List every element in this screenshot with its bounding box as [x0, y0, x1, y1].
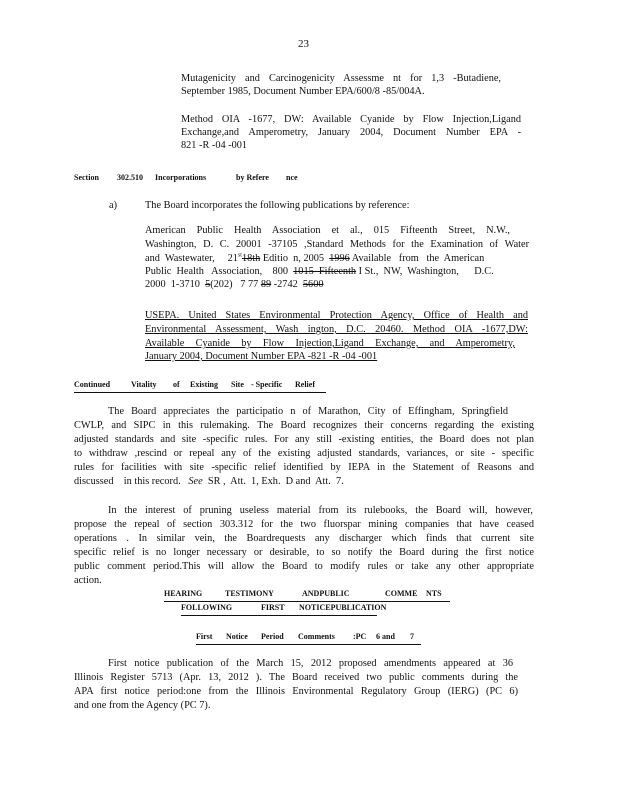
section-heading: [74, 173, 334, 185]
hearing-heading-line1: [164, 589, 450, 602]
heading-word: FIRST: [261, 603, 285, 612]
reference-line: Mutagenicity and Carcinogenicity Assessme nt for 1,3 -Butadiene,: [181, 73, 501, 84]
heading-word: Comments: [298, 632, 335, 641]
paragraph-line: operations . In similar vein, the Boardrequests any discharger which finds that current site: [74, 533, 534, 544]
heading-word: COMME: [385, 589, 418, 598]
text-segment: I St., NW, Washington, D.C.: [356, 266, 494, 277]
text-segment: and Wastewater, 21: [145, 253, 238, 264]
apha-line: [145, 266, 530, 279]
struck-text: 1015 Fifteenth: [293, 266, 357, 277]
usepa-line: USEPA. United States Environmental Protection Agency, Office of Health and: [145, 310, 528, 321]
apha-line: American Public Health Association et al., 015 Fifteenth Street, N.W.,: [145, 225, 510, 236]
paragraph-line: In the interest of pruning useless material from its rulebooks, the Board will, however,: [108, 505, 533, 516]
heading-word: Existing: [190, 380, 219, 389]
list-item-text: The Board incorporates the following publications by reference:: [145, 200, 410, 211]
heading-word: 6 and: [376, 632, 395, 641]
paragraph-line: propose the repeal of section 303.312 for the two fluorspar mining companies that have ceased: [74, 519, 534, 530]
text-segment: -2742: [271, 279, 303, 290]
apha-line: Washington, D. C. 20001 -37105 ,Standard Methods for the Examination of Water: [145, 239, 529, 250]
heading-word: HEARING: [164, 589, 203, 598]
first-notice-heading: [196, 632, 421, 645]
heading-word: Site: [231, 380, 244, 389]
heading-word: Vitality: [131, 380, 157, 389]
heading-word: - Specific: [251, 380, 283, 389]
section-title: nce: [286, 173, 298, 182]
reference-line: September 1985, Document Number EPA/600/8 -85/004A.: [181, 86, 425, 97]
struck-text: 89: [260, 279, 272, 290]
paragraph-line: to withdraw ,rescind or repeal any of the existing adjusted standards, variances, or site - specific: [74, 448, 534, 459]
continued-vitality-heading: [74, 380, 326, 393]
heading-word: FOLLOWING: [181, 603, 233, 612]
list-marker: a): [109, 200, 117, 211]
heading-word: Period: [261, 632, 284, 641]
paragraph-line: The Board appreciates the participatio n of Marathon, City of Effingham, Springfield: [108, 406, 508, 417]
paragraph-line: Illinois Register 5713 (Apr. 13, 2012 ). The Board received two public comments during the: [74, 672, 518, 683]
hearing-heading-line2: [181, 603, 387, 616]
paragraph-line: [74, 476, 394, 489]
method-line: 821 -R -04 -001: [181, 140, 248, 151]
text-segment: SR , Att. 1, Exh. D and Att. 7.: [202, 476, 344, 487]
struck-text: 1996: [329, 253, 350, 264]
usepa-line: Environmental Assessment, Wash ington, D.C. 20460. Method OIA -1677,DW:: [145, 324, 528, 335]
paragraph-line: action.: [74, 575, 102, 586]
section-number: 302.510: [117, 173, 143, 182]
text-segment: Editio n, 2005: [260, 253, 330, 264]
heading-word: of: [173, 380, 180, 389]
text-segment: (202) 7 77: [210, 279, 261, 290]
text-segment: discussed in this record.: [74, 476, 189, 487]
section-title: by Refere: [236, 173, 269, 182]
apha-line: [145, 253, 530, 266]
heading-word: 7: [410, 632, 414, 641]
heading-word: NTS: [426, 589, 442, 598]
heading-word: Relief: [295, 380, 315, 389]
method-line: Exchange,and Amperometry, January 2004, Document Number EPA -: [181, 127, 521, 138]
struck-text: 5: [205, 279, 211, 290]
paragraph-line: APA first notice period:one from the Illinois Environmental Regulatory Group (IERG) (PC 6): [74, 686, 518, 697]
heading-word: NOTICEPUBLICATION: [299, 603, 387, 612]
heading-word: :PC: [353, 632, 367, 641]
struck-text: 5600: [302, 279, 324, 290]
paragraph-line: rules for facilities with site -specific relief identified by IEPA in the Statement of Reasons and: [74, 462, 534, 473]
heading-word: First: [196, 632, 213, 641]
usepa-line: January 2004, Document Number EPA -821 -R -04 -001: [145, 351, 378, 362]
text-segment: Available from the American: [349, 253, 485, 264]
heading-word: Notice: [226, 632, 248, 641]
paragraph-line: specific relief is no longer necessary or desirable, to so notify the Board during the first notice: [74, 547, 534, 558]
usepa-line: Available Cyanide by Flow Injection,Ligand Exchange, and Amperometry,: [145, 338, 515, 349]
paragraph-line: First notice publication of the March 15, 2012 proposed amendments appeared at 36: [108, 658, 513, 669]
italic-see: See: [188, 476, 203, 487]
superscript: st: [237, 252, 242, 259]
page-number: 23: [298, 38, 309, 50]
text-segment: Public Health Association, 800: [145, 266, 294, 277]
section-word: Section: [74, 173, 99, 182]
heading-word: Continued: [74, 380, 111, 389]
paragraph-line: and one from the Agency (PC 7).: [74, 700, 211, 711]
section-title: Incorporations: [155, 173, 207, 182]
heading-word: ANDPUBLIC: [302, 589, 350, 598]
paragraph-line: adjusted standards and site -specific rules. For any still -existing entities, the Board does not plan: [74, 434, 534, 445]
method-line: Method OIA -1677, DW: Available Cyanide by Flow Injection,Ligand: [181, 114, 521, 125]
paragraph-line: public comment period.This will allow the Board to modify rules or take any other appropriate: [74, 561, 534, 572]
text-segment: 2000 1-3710: [145, 279, 206, 290]
apha-line: [145, 279, 530, 292]
paragraph-line: CWLP, and SIPC in this rulemaking. The Board recognizes their concerns regarding the existing: [74, 420, 534, 431]
struck-text: 18th: [241, 253, 261, 264]
heading-word: TESTIMONY: [225, 589, 274, 598]
